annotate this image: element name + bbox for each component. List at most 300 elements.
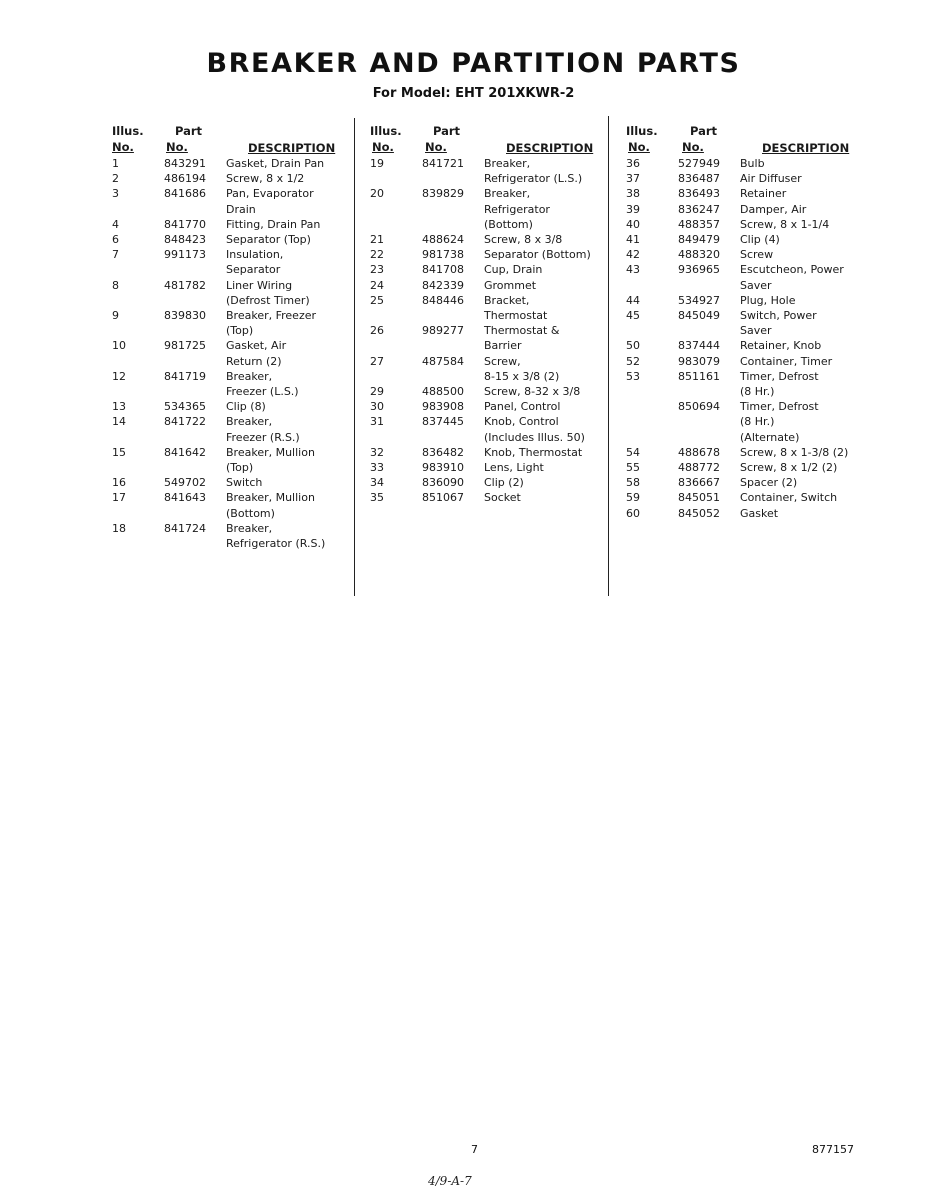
part-number: 841724 — [164, 521, 206, 535]
part-number: 836487 — [678, 172, 720, 186]
description-line: Thermostat — [484, 309, 548, 323]
description-line: Bulb — [740, 157, 765, 170]
model-subtitle: For Model: EHT 201XKWR-2 — [372, 86, 575, 101]
illus-number: 44 — [626, 293, 640, 307]
table-row — [112, 247, 348, 277]
illus-number: 29 — [370, 385, 384, 399]
illus-header: Illus. — [112, 124, 144, 138]
part-description — [484, 399, 602, 414]
parts-column-3 — [626, 124, 871, 521]
part-description — [484, 232, 602, 247]
table-row — [626, 338, 871, 353]
description-line: Air Diffuser — [740, 172, 802, 186]
part-description — [226, 217, 348, 232]
part-number: 481782 — [164, 278, 206, 292]
illus-number: 15 — [112, 445, 126, 459]
description-line: Cup, Drain — [484, 263, 543, 277]
part-description — [226, 399, 348, 414]
description-line: Damper, Air — [740, 202, 807, 216]
table-row — [370, 445, 602, 460]
illus-number: 4 — [112, 217, 119, 231]
illus-number: 54 — [626, 445, 640, 459]
part-description — [226, 171, 348, 186]
illus-number: 30 — [370, 400, 384, 414]
part-description — [484, 460, 602, 475]
table-row — [370, 293, 602, 323]
part-description — [740, 247, 871, 262]
page-title: BREAKER AND PARTITION PARTS — [206, 48, 741, 79]
part-no-header: No. — [166, 140, 188, 154]
part-number: 488624 — [422, 233, 464, 247]
part-number: 841643 — [164, 491, 206, 505]
description-line: Panel, Control — [484, 400, 561, 414]
table-row — [112, 475, 348, 490]
table-row — [626, 202, 871, 217]
table-row — [112, 338, 348, 368]
table-row — [626, 460, 871, 475]
parts-list — [370, 156, 602, 506]
description-line: Breaker, — [226, 369, 273, 383]
description-line: Container, Switch — [740, 491, 838, 505]
description-line: Freezer (L.S.) — [226, 385, 299, 399]
part-description — [226, 156, 348, 171]
part-number: 983910 — [422, 461, 464, 475]
part-number: 836667 — [678, 476, 720, 490]
description-line: Grommet — [484, 278, 537, 292]
illus-number: 53 — [626, 369, 640, 383]
part-description — [226, 308, 348, 338]
table-row — [112, 232, 348, 247]
table-row — [370, 399, 602, 414]
illus-number: 24 — [370, 278, 384, 292]
illus-header: Illus. — [626, 124, 658, 138]
description-line: Socket — [484, 491, 521, 505]
description-line: Drain — [226, 202, 256, 216]
table-row — [626, 490, 871, 505]
illus-number: 7 — [112, 248, 119, 262]
illus-number: 31 — [370, 415, 384, 429]
illus-number: 33 — [370, 461, 384, 475]
illus-number: 50 — [626, 339, 640, 353]
handwritten-note: 4/9-A-7 — [428, 1174, 472, 1188]
part-description — [740, 262, 871, 292]
part-number: 851067 — [422, 491, 464, 505]
part-number: 534365 — [164, 400, 206, 414]
table-row — [626, 369, 871, 399]
part-description — [740, 369, 871, 399]
table-row — [112, 186, 348, 216]
illus-number: 43 — [626, 263, 640, 277]
part-description — [226, 490, 348, 520]
part-description — [740, 186, 871, 201]
part-number: 836090 — [422, 476, 464, 490]
part-description — [484, 186, 602, 232]
illus-number: 19 — [370, 157, 384, 170]
part-number: 981725 — [164, 339, 206, 353]
illus-number: 12 — [112, 369, 126, 383]
column-header — [626, 124, 871, 156]
description-header: DESCRIPTION — [506, 141, 594, 155]
description-line: Knob, Thermostat — [484, 445, 583, 459]
description-line: Screw, 8 x 1/2 (2) — [740, 461, 838, 475]
description-line: Retainer — [740, 187, 787, 201]
part-number: 848446 — [422, 293, 464, 307]
part-description — [484, 475, 602, 490]
illus-number: 34 — [370, 476, 384, 490]
part-number: 841642 — [164, 445, 206, 459]
document-number: 877157 — [812, 1143, 854, 1156]
illus-number: 58 — [626, 476, 640, 490]
illus-number: 22 — [370, 248, 384, 262]
part-number: 989277 — [422, 324, 464, 338]
description-line: Screw, 8-32 x 3/8 — [484, 385, 581, 399]
parts-list — [626, 156, 871, 521]
description-line: Lens, Light — [484, 461, 544, 475]
description-line: Screw, — [484, 354, 521, 368]
part-number: 849479 — [678, 233, 720, 247]
table-row — [626, 217, 871, 232]
description-line: Clip (8) — [226, 400, 266, 414]
table-row — [112, 414, 348, 444]
illus-number: 36 — [626, 157, 640, 170]
part-description — [740, 308, 871, 338]
description-header: DESCRIPTION — [762, 141, 850, 155]
part-description — [484, 323, 602, 353]
illus-number: 42 — [626, 248, 640, 262]
part-number: 848423 — [164, 233, 206, 247]
table-row — [626, 171, 871, 186]
description-line: Gasket — [740, 506, 779, 520]
part-header: Part — [175, 124, 203, 138]
part-number: 843291 — [164, 157, 206, 170]
description-line: Liner Wiring — [226, 278, 293, 292]
illus-number: 27 — [370, 354, 384, 368]
description-line: Saver — [740, 324, 772, 338]
part-description — [226, 445, 348, 475]
description-line: Container, Timer — [740, 354, 833, 368]
table-row — [626, 232, 871, 247]
part-number: 991173 — [164, 248, 206, 262]
part-description — [740, 217, 871, 232]
column-divider — [608, 116, 609, 596]
description-line: Switch, Power — [740, 309, 817, 323]
description-line: Breaker, — [226, 415, 273, 429]
illus-number: 59 — [626, 491, 640, 505]
illus-number: 23 — [370, 263, 384, 277]
description-line: Breaker, Mullion — [226, 491, 315, 505]
description-header: DESCRIPTION — [248, 141, 336, 155]
illus-number: 52 — [626, 354, 640, 368]
illus-number: 60 — [626, 506, 640, 520]
column-divider — [354, 118, 355, 596]
description-line: Knob, Control — [484, 415, 559, 429]
part-description — [484, 354, 602, 384]
description-line: Screw — [740, 248, 774, 262]
part-description — [226, 186, 348, 216]
description-line: Breaker, Mullion — [226, 445, 315, 459]
description-line: Breaker, Freezer — [226, 309, 317, 323]
part-description — [740, 293, 871, 308]
part-description — [740, 232, 871, 247]
table-row — [370, 414, 602, 444]
illus-header: Illus. — [370, 124, 402, 138]
part-description — [484, 156, 602, 186]
part-number: 841721 — [422, 157, 464, 170]
part-description — [740, 445, 871, 460]
table-row — [112, 369, 348, 399]
table-row — [626, 262, 871, 292]
part-number: 981738 — [422, 248, 464, 262]
part-number: 845051 — [678, 491, 720, 505]
description-line: (Top) — [226, 461, 254, 475]
description-line: Refrigerator (L.S.) — [484, 172, 583, 186]
illus-number: 2 — [112, 172, 119, 186]
illus-number: 32 — [370, 445, 384, 459]
description-line: Clip (4) — [740, 233, 780, 247]
table-row — [112, 490, 348, 520]
illus-number: 25 — [370, 293, 384, 307]
description-line: Screw, 8 x 3/8 — [484, 233, 563, 247]
description-line: Separator — [226, 263, 281, 277]
illus-number: 21 — [370, 233, 384, 247]
table-row — [112, 278, 348, 308]
illus-number: 10 — [112, 339, 126, 353]
table-row — [370, 384, 602, 399]
description-line: Bracket, — [484, 293, 530, 307]
part-number: 841686 — [164, 187, 206, 201]
description-line: Insulation, — [226, 248, 284, 262]
description-line: Breaker, — [484, 187, 531, 201]
table-row — [370, 186, 602, 232]
part-no-header: No. — [682, 140, 704, 154]
part-description — [740, 506, 871, 521]
table-row — [626, 247, 871, 262]
description-line: (Bottom) — [226, 506, 275, 520]
part-description — [226, 475, 348, 490]
table-row — [370, 475, 602, 490]
column-header — [370, 124, 602, 156]
description-line: (Includes Illus. 50) — [484, 430, 585, 444]
part-description — [740, 338, 871, 353]
part-number: 488500 — [422, 385, 464, 399]
part-description — [740, 156, 871, 171]
description-line: (8 Hr.) — [740, 385, 775, 399]
part-number: 488772 — [678, 461, 720, 475]
part-number: 488320 — [678, 248, 720, 262]
description-line: Return (2) — [226, 354, 282, 368]
description-line: Breaker, — [484, 157, 531, 170]
description-line: Escutcheon, Power — [740, 263, 844, 277]
description-line: Separator (Top) — [226, 233, 311, 247]
illus-number: 37 — [626, 172, 640, 186]
part-number: 836247 — [678, 202, 720, 216]
table-row — [370, 323, 602, 353]
part-description — [226, 369, 348, 399]
part-description — [740, 399, 871, 445]
part-description — [740, 490, 871, 505]
description-line: Plug, Hole — [740, 293, 796, 307]
part-description — [484, 490, 602, 505]
part-number: 836493 — [678, 187, 720, 201]
description-line: Pan, Evaporator — [226, 187, 314, 201]
description-line: Barrier — [484, 339, 522, 353]
description-line: (Defrost Timer) — [226, 293, 310, 307]
table-row — [626, 354, 871, 369]
part-description — [484, 414, 602, 444]
description-line: Saver — [740, 278, 772, 292]
description-line: Refrigerator (R.S.) — [226, 537, 326, 551]
part-description — [226, 232, 348, 247]
description-line: 8-15 x 3/8 (2) — [484, 369, 560, 383]
part-description — [740, 202, 871, 217]
illus-number: 40 — [626, 217, 640, 231]
table-row — [370, 460, 602, 475]
description-line: Clip (2) — [484, 476, 524, 490]
part-number: 836482 — [422, 445, 464, 459]
part-number: 839830 — [164, 309, 206, 323]
part-description — [484, 247, 602, 262]
illus-number: 8 — [112, 278, 119, 292]
table-row — [626, 399, 871, 445]
description-line: Timer, Defrost — [740, 400, 819, 414]
parts-list — [112, 156, 348, 551]
illus-number: 38 — [626, 187, 640, 201]
description-line: Gasket, Drain Pan — [226, 157, 325, 170]
part-number: 841770 — [164, 217, 206, 231]
table-row — [370, 278, 602, 293]
table-row — [626, 293, 871, 308]
parts-column-1 — [112, 124, 348, 551]
table-row — [112, 445, 348, 475]
illus-number: 18 — [112, 521, 126, 535]
part-number: 841722 — [164, 415, 206, 429]
table-row — [626, 445, 871, 460]
illus-number: 20 — [370, 187, 384, 201]
description-line: Retainer, Knob — [740, 339, 822, 353]
part-number: 488678 — [678, 445, 720, 459]
description-line: Screw, 8 x 1-3/8 (2) — [740, 445, 849, 459]
part-number: 549702 — [164, 476, 206, 490]
part-header: Part — [433, 124, 461, 138]
table-row — [112, 217, 348, 232]
page-number: 7 — [471, 1143, 478, 1156]
part-description — [740, 475, 871, 490]
description-line: Timer, Defrost — [740, 369, 819, 383]
column-header — [112, 124, 348, 156]
part-description — [226, 247, 348, 277]
illus-number: 26 — [370, 324, 384, 338]
table-row — [370, 354, 602, 384]
description-line: (Top) — [226, 324, 254, 338]
description-line: Thermostat & — [484, 324, 560, 338]
table-row — [370, 262, 602, 277]
illus-number: 35 — [370, 491, 384, 505]
part-number: 842339 — [422, 278, 464, 292]
illus-number: 16 — [112, 476, 126, 490]
part-number: 983079 — [678, 354, 720, 368]
description-line: (Alternate) — [740, 430, 800, 444]
part-number: 487584 — [422, 354, 464, 368]
table-row — [626, 156, 871, 171]
description-line: Switch — [226, 476, 263, 490]
description-line: Breaker, — [226, 521, 273, 535]
part-description — [226, 278, 348, 308]
part-description — [484, 262, 602, 277]
illus-number: 1 — [112, 157, 119, 170]
part-description — [484, 278, 602, 293]
table-row — [370, 156, 602, 186]
part-number: 534927 — [678, 293, 720, 307]
illus-number: 45 — [626, 309, 640, 323]
part-number: 851161 — [678, 369, 720, 383]
part-description — [484, 445, 602, 460]
part-description — [226, 338, 348, 368]
illus-number: 13 — [112, 400, 126, 414]
description-line: (8 Hr.) — [740, 415, 775, 429]
part-number: 486194 — [164, 172, 206, 186]
part-description — [740, 460, 871, 475]
part-number: 839829 — [422, 187, 464, 201]
table-row — [112, 308, 348, 338]
part-description — [226, 521, 348, 551]
table-row — [626, 308, 871, 338]
illus-number: 17 — [112, 491, 126, 505]
description-line: Screw, 8 x 1-1/4 — [740, 217, 830, 231]
description-line: (Bottom) — [484, 217, 533, 231]
illus-number: 39 — [626, 202, 640, 216]
description-line: Fitting, Drain Pan — [226, 217, 321, 231]
table-row — [112, 521, 348, 551]
table-row — [112, 156, 348, 171]
illus-number: 55 — [626, 461, 640, 475]
part-number: 527949 — [678, 157, 720, 170]
table-row — [626, 475, 871, 490]
description-line: Screw, 8 x 1/2 — [226, 172, 305, 186]
description-line: Refrigerator — [484, 202, 550, 216]
description-line: Gasket, Air — [226, 339, 287, 353]
part-number: 837445 — [422, 415, 464, 429]
description-line: Spacer (2) — [740, 476, 798, 490]
part-number: 983908 — [422, 400, 464, 414]
illus-number: 14 — [112, 415, 126, 429]
illus-no-header: No. — [112, 140, 134, 154]
part-no-header: No. — [425, 140, 447, 154]
part-description — [740, 354, 871, 369]
part-number: 850694 — [678, 400, 720, 414]
description-line: Freezer (R.S.) — [226, 430, 300, 444]
table-row — [112, 399, 348, 414]
table-row — [626, 506, 871, 521]
table-row — [112, 171, 348, 186]
table-row — [370, 247, 602, 262]
parts-column-2 — [370, 124, 602, 506]
part-header: Part — [690, 124, 718, 138]
part-description — [484, 293, 602, 323]
description-line: Separator (Bottom) — [484, 248, 591, 262]
table-row — [370, 232, 602, 247]
part-description — [740, 171, 871, 186]
table-row — [370, 490, 602, 505]
part-description — [226, 414, 348, 444]
illus-number: 9 — [112, 309, 119, 323]
part-description — [484, 384, 602, 399]
part-number: 936965 — [678, 263, 720, 277]
part-number: 841708 — [422, 263, 464, 277]
illus-no-header: No. — [372, 140, 394, 154]
illus-number: 41 — [626, 233, 640, 247]
part-number: 488357 — [678, 217, 720, 231]
illus-number: 6 — [112, 233, 119, 247]
